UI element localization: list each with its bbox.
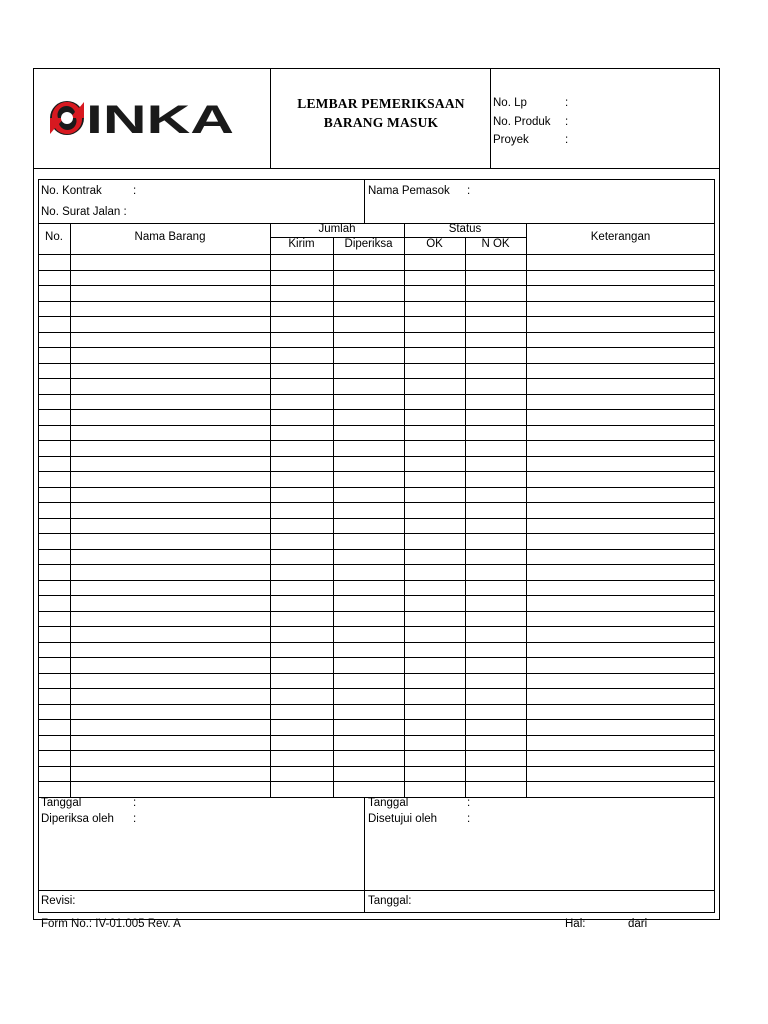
table-row [38, 735, 715, 736]
dari-label: dari [628, 918, 648, 930]
tanggal-left-sep: : [133, 797, 137, 809]
table-row [38, 394, 715, 395]
title-line-2: BARANG MASUK [323, 115, 439, 130]
table-column-line [404, 223, 405, 797]
inka-logo [46, 96, 236, 140]
col-no-header: No. [45, 231, 63, 243]
header-divider [33, 168, 720, 169]
table-row [38, 642, 715, 643]
diperiksa-oleh-label: Diperiksa oleh [41, 813, 114, 825]
table-row [38, 363, 715, 364]
table-row [38, 657, 715, 658]
col-status-header: Status [448, 223, 482, 235]
table-row [38, 518, 715, 519]
table-row [38, 564, 715, 565]
table-row [38, 270, 715, 271]
col-nama-header: Nama Barang [134, 231, 206, 243]
col-kirim-header: Kirim [288, 238, 315, 250]
surat-jalan-label: No. Surat Jalan : [41, 206, 127, 218]
table-row [38, 750, 715, 751]
table-column-line [526, 223, 527, 797]
table-row [38, 425, 715, 426]
table-row [38, 285, 715, 286]
table-row [38, 549, 715, 550]
table-row [38, 487, 715, 488]
tanggal-right-label: Tanggal [368, 797, 409, 809]
table-row [38, 781, 715, 782]
meta-proyek[interactable]: Proyek [493, 134, 529, 146]
tanggal-bottom-label: Tanggal: [368, 895, 412, 907]
table-row [38, 533, 715, 534]
meta-proyek-sep: : [565, 134, 569, 146]
header-vdivider-left [270, 68, 271, 169]
table-row [38, 626, 715, 627]
disetujui-oleh-label: Disetujui oleh [368, 813, 438, 825]
table-column-line [333, 237, 334, 797]
meta-no-produk[interactable]: No. Produk [493, 116, 551, 128]
table-row [38, 301, 715, 302]
tanggal-left-label: Tanggal [41, 797, 82, 809]
table-row [38, 332, 715, 333]
page-title [272, 94, 490, 132]
pemasok-sep: : [467, 185, 471, 197]
table-row [38, 347, 715, 348]
table-row [38, 378, 715, 379]
revisi-label: Revisi: [41, 895, 76, 907]
diperiksa-oleh-sep: : [133, 813, 137, 825]
meta-no-lp[interactable]: No. Lp [493, 97, 527, 109]
col-nok-header: N OK [481, 238, 510, 250]
table-row [38, 688, 715, 689]
table-row [38, 316, 715, 317]
kontrak-sep: : [133, 185, 137, 197]
table-column-line [465, 237, 466, 797]
table-row [38, 502, 715, 503]
meta-no-lp-sep: : [565, 97, 569, 109]
header-vdivider-right [490, 68, 491, 169]
table-row [38, 409, 715, 410]
tanggal-right-sep: : [467, 797, 471, 809]
table-row [38, 471, 715, 472]
col-keterangan-header: Keterangan [590, 231, 651, 243]
meta-no-produk-sep: : [565, 116, 569, 128]
table-row [38, 254, 715, 255]
table-column-line [270, 223, 271, 797]
table-row [38, 595, 715, 596]
info-vdivider [364, 179, 365, 223]
table-row [38, 611, 715, 612]
disetujui-oleh-sep: : [467, 813, 471, 825]
table-row [38, 580, 715, 581]
table-row [38, 719, 715, 720]
logo-mark-icon [50, 101, 84, 135]
table-column-line [70, 223, 71, 797]
revisi-line [38, 890, 715, 891]
hal-label: Hal: [565, 918, 586, 930]
title-line-1: LEMBAR PEMERIKSAAN [297, 96, 465, 111]
table-row [38, 704, 715, 705]
table-row [38, 456, 715, 457]
col-ok-header: OK [426, 238, 443, 250]
table-row [38, 673, 715, 674]
footer-vdivider [364, 797, 365, 913]
col-diperiksa-header: Diperiksa [344, 238, 393, 250]
pemasok-label: Nama Pemasok [368, 185, 450, 197]
table-row [38, 440, 715, 441]
form-number: Form No.: IV-01.005 Rev. A [41, 918, 181, 930]
table-row [38, 766, 715, 767]
kontrak-label: No. Kontrak [41, 185, 102, 197]
col-jumlah-header: Jumlah [318, 223, 356, 235]
logo-text: INKA [86, 98, 234, 140]
